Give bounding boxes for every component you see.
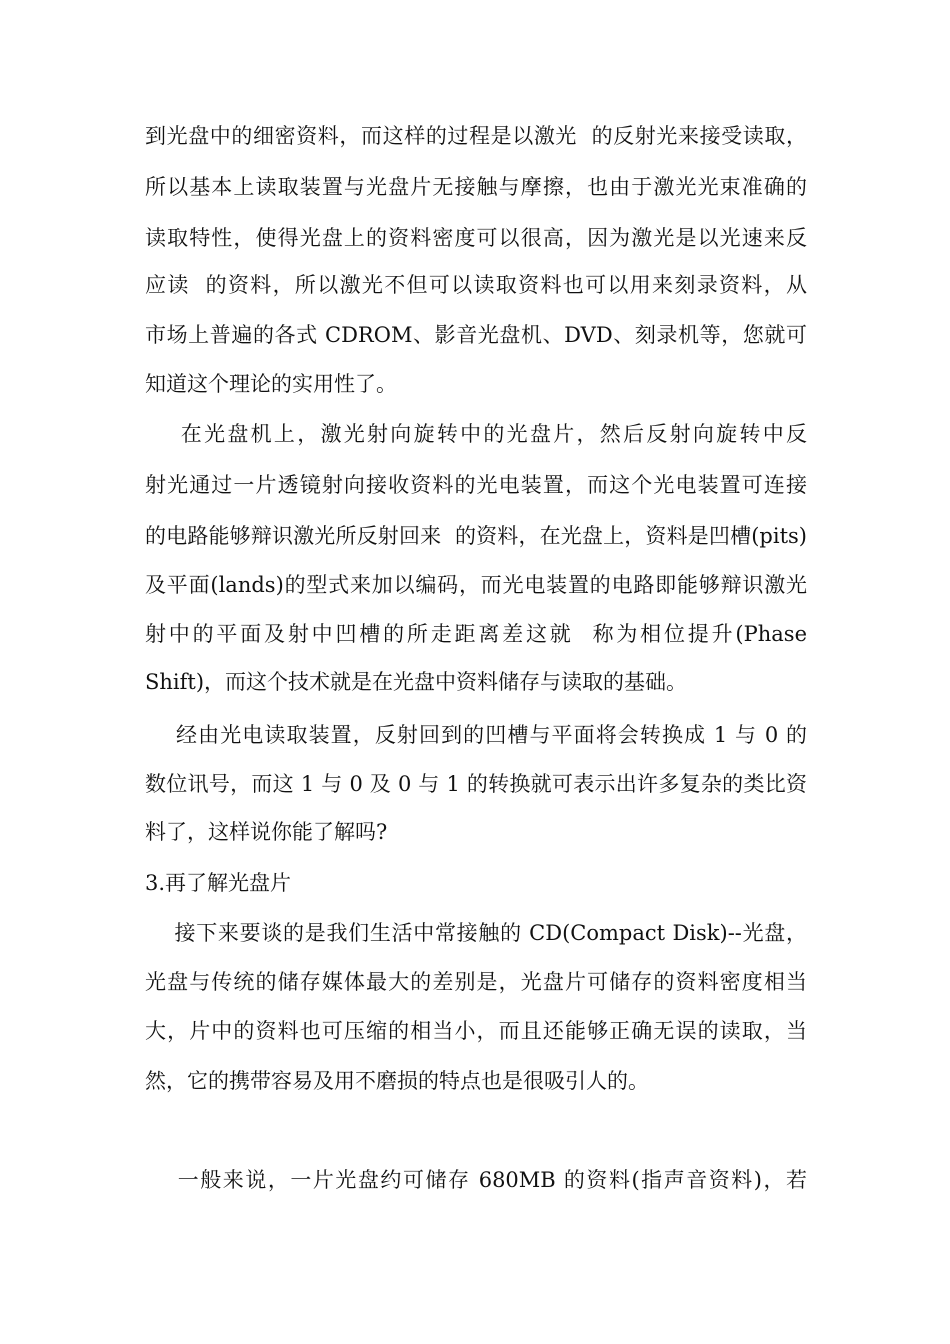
text-line: 大，片中的资料也可压缩的相当小，而且还能够正确无误的读取，当 xyxy=(145,1019,807,1043)
text-line: 市场上普遍的各式 CDROM、影音光盘机、DVD、刻录机等，您就可 xyxy=(145,323,807,347)
text-line: 一般来说，一片光盘约可储存 680MB 的资料(指声音资料)，若 xyxy=(145,1168,807,1192)
text-line: Shift)，而这个技术就是在光盘中资料储存与读取的基础。 xyxy=(145,670,688,694)
text-line: 应读 的资料，所以激光不但可以读取资料也可以用来刻录资料，从 xyxy=(145,273,807,297)
text-line: 光盘与传统的储存媒体最大的差别是，光盘片可储存的资料密度相当 xyxy=(145,970,807,994)
text-line: 在光盘机上，激光射向旋转中的光盘片，然后反射向旋转中反 xyxy=(145,422,807,446)
text-line: 及平面(lands)的型式来加以编码，而光电装置的电路即能够辩识激光 xyxy=(145,573,807,597)
text-line: 所以基本上读取装置与光盘片无接触与摩擦，也由于激光光束准确的 xyxy=(145,175,807,199)
text-line: 射光通过一片透镜射向接收资料的光电装置，而这个光电装置可连接 xyxy=(145,473,807,497)
text-line: 料了，这样说你能了解吗? xyxy=(145,820,388,844)
text-line: 数位讯号，而这 1 与 0 及 0 与 1 的转换就可表示出许多复杂的类比资 xyxy=(145,772,807,796)
text-line: 接下来要谈的是我们生活中常接触的 CD(Compact Disk)--光盘， xyxy=(145,921,807,945)
text-line: 读取特性，使得光盘上的资料密度可以很高，因为激光是以光速来反 xyxy=(145,226,807,250)
text-line: 的电路能够辩识激光所反射回来 的资料，在光盘上，资料是凹槽(pits) xyxy=(145,524,807,548)
text-line: 然，它的携带容易及用不磨损的特点也是很吸引人的。 xyxy=(145,1069,649,1093)
text-line: 知道这个理论的实用性了。 xyxy=(145,372,397,396)
text-line: 到光盘中的细密资料，而这样的过程是以激光 的反射光来接受读取， xyxy=(145,124,807,148)
section-heading: 3.再了解光盘片 xyxy=(145,871,292,895)
text-line: 经由光电读取装置，反射回到的凹槽与平面将会转换成 1 与 0 的 xyxy=(145,723,807,747)
text-line: 射中的平面及射中凹槽的所走距离差这就 称为相位提升(Phase xyxy=(145,622,807,646)
